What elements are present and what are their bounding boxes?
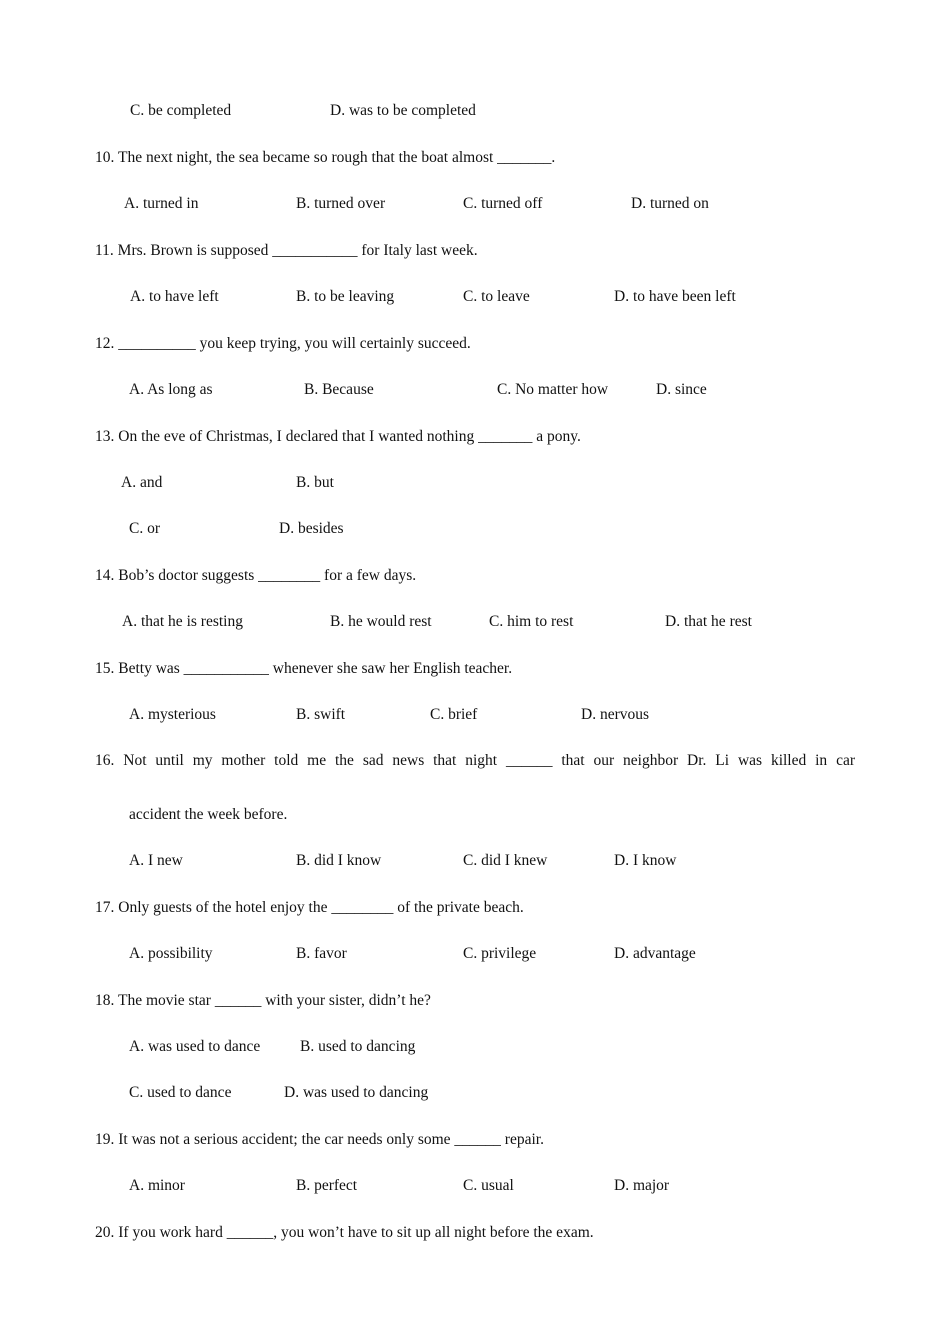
q19-option-d: D. major [614, 1177, 670, 1194]
q13-option-c: C. or [129, 520, 160, 537]
q12-option-d: D. since [656, 381, 707, 398]
q17-option-d: D. advantage [614, 945, 696, 962]
q17-option-a: A. possibility [129, 945, 213, 962]
q19-option-c: C. usual [463, 1177, 514, 1194]
q12-option-c: C. No matter how [497, 381, 609, 398]
q15-option-a: A. mysterious [129, 706, 216, 723]
q13-option-d: D. besides [279, 520, 344, 537]
q16-option-c: C. did I knew [463, 852, 548, 869]
q10-option-b: B. turned over [296, 195, 386, 212]
q14-option-c: C. him to rest [489, 613, 574, 630]
q19-stem: 19. It was not a serious accident; the car needs only some ______ repair. [95, 1131, 544, 1148]
q15-stem: 15. Betty was ___________ whenever she saw her English teacher. [95, 660, 513, 677]
q11-option-c: C. to leave [463, 288, 530, 305]
q12-stem: 12. __________ you keep trying, you will certainly succeed. [95, 335, 471, 352]
q15-option-c: C. brief [430, 706, 478, 723]
q13-option-b: B. but [296, 474, 334, 491]
q15-option-b: B. swift [296, 706, 346, 723]
q17-option-b: B. favor [296, 945, 347, 962]
q18-option-b: B. used to dancing [300, 1038, 416, 1055]
q16-option-b: B. did I know [296, 852, 382, 869]
q16-stem: 16. Not until my mother told me the sad news that night ______ that our neighbor Dr. Li was killed in car [95, 752, 855, 769]
q10-stem: 10. The next night, the sea became so rough that the boat almost _______. [95, 149, 556, 166]
q9-option-d: D. was to be completed [330, 102, 476, 119]
q14-option-a: A. that he is resting [122, 613, 243, 630]
q10-option-a: A. turned in [124, 195, 199, 212]
q13-option-a: A. and [121, 474, 163, 491]
q16-option-d: D. I know [614, 852, 677, 869]
q12-option-a: A. As long as [129, 381, 213, 398]
q10-option-c: C. turned off [463, 195, 543, 212]
q17-stem: 17. Only guests of the hotel enjoy the ________ of the private beach. [95, 899, 524, 916]
q18-stem: 18. The movie star ______ with your sister, didn’t he? [95, 992, 431, 1009]
q9-option-c: C. be completed [130, 102, 232, 119]
q19-option-a: A. minor [129, 1177, 185, 1194]
q16-stem-continued: accident the week before. [129, 806, 288, 823]
q19-option-b: B. perfect [296, 1177, 358, 1194]
q20-stem: 20. If you work hard ______, you won’t have to sit up all night before the exam. [95, 1224, 594, 1241]
q14-option-d: D. that he rest [665, 613, 752, 630]
q16-option-a: A. I new [129, 852, 183, 869]
q14-option-b: B. he would rest [330, 613, 432, 630]
q14-stem: 14. Bob’s doctor suggests ________ for a few days. [95, 567, 417, 584]
q11-option-d: D. to have been left [614, 288, 736, 305]
q18-option-c: C. used to dance [129, 1084, 232, 1101]
q11-option-a: A. to have left [130, 288, 219, 305]
q18-option-d: D. was used to dancing [284, 1084, 429, 1101]
q13-stem: 13. On the eve of Christmas, I declared that I wanted nothing _______ a pony. [95, 428, 581, 445]
q17-option-c: C. privilege [463, 945, 537, 962]
q12-option-b: B. Because [304, 381, 374, 398]
q15-option-d: D. nervous [581, 706, 650, 723]
q11-option-b: B. to be leaving [296, 288, 395, 305]
q11-stem: 11. Mrs. Brown is supposed ___________ for Italy last week. [95, 242, 478, 259]
q18-option-a: A. was used to dance [129, 1038, 261, 1055]
q10-option-d: D. turned on [631, 195, 709, 212]
